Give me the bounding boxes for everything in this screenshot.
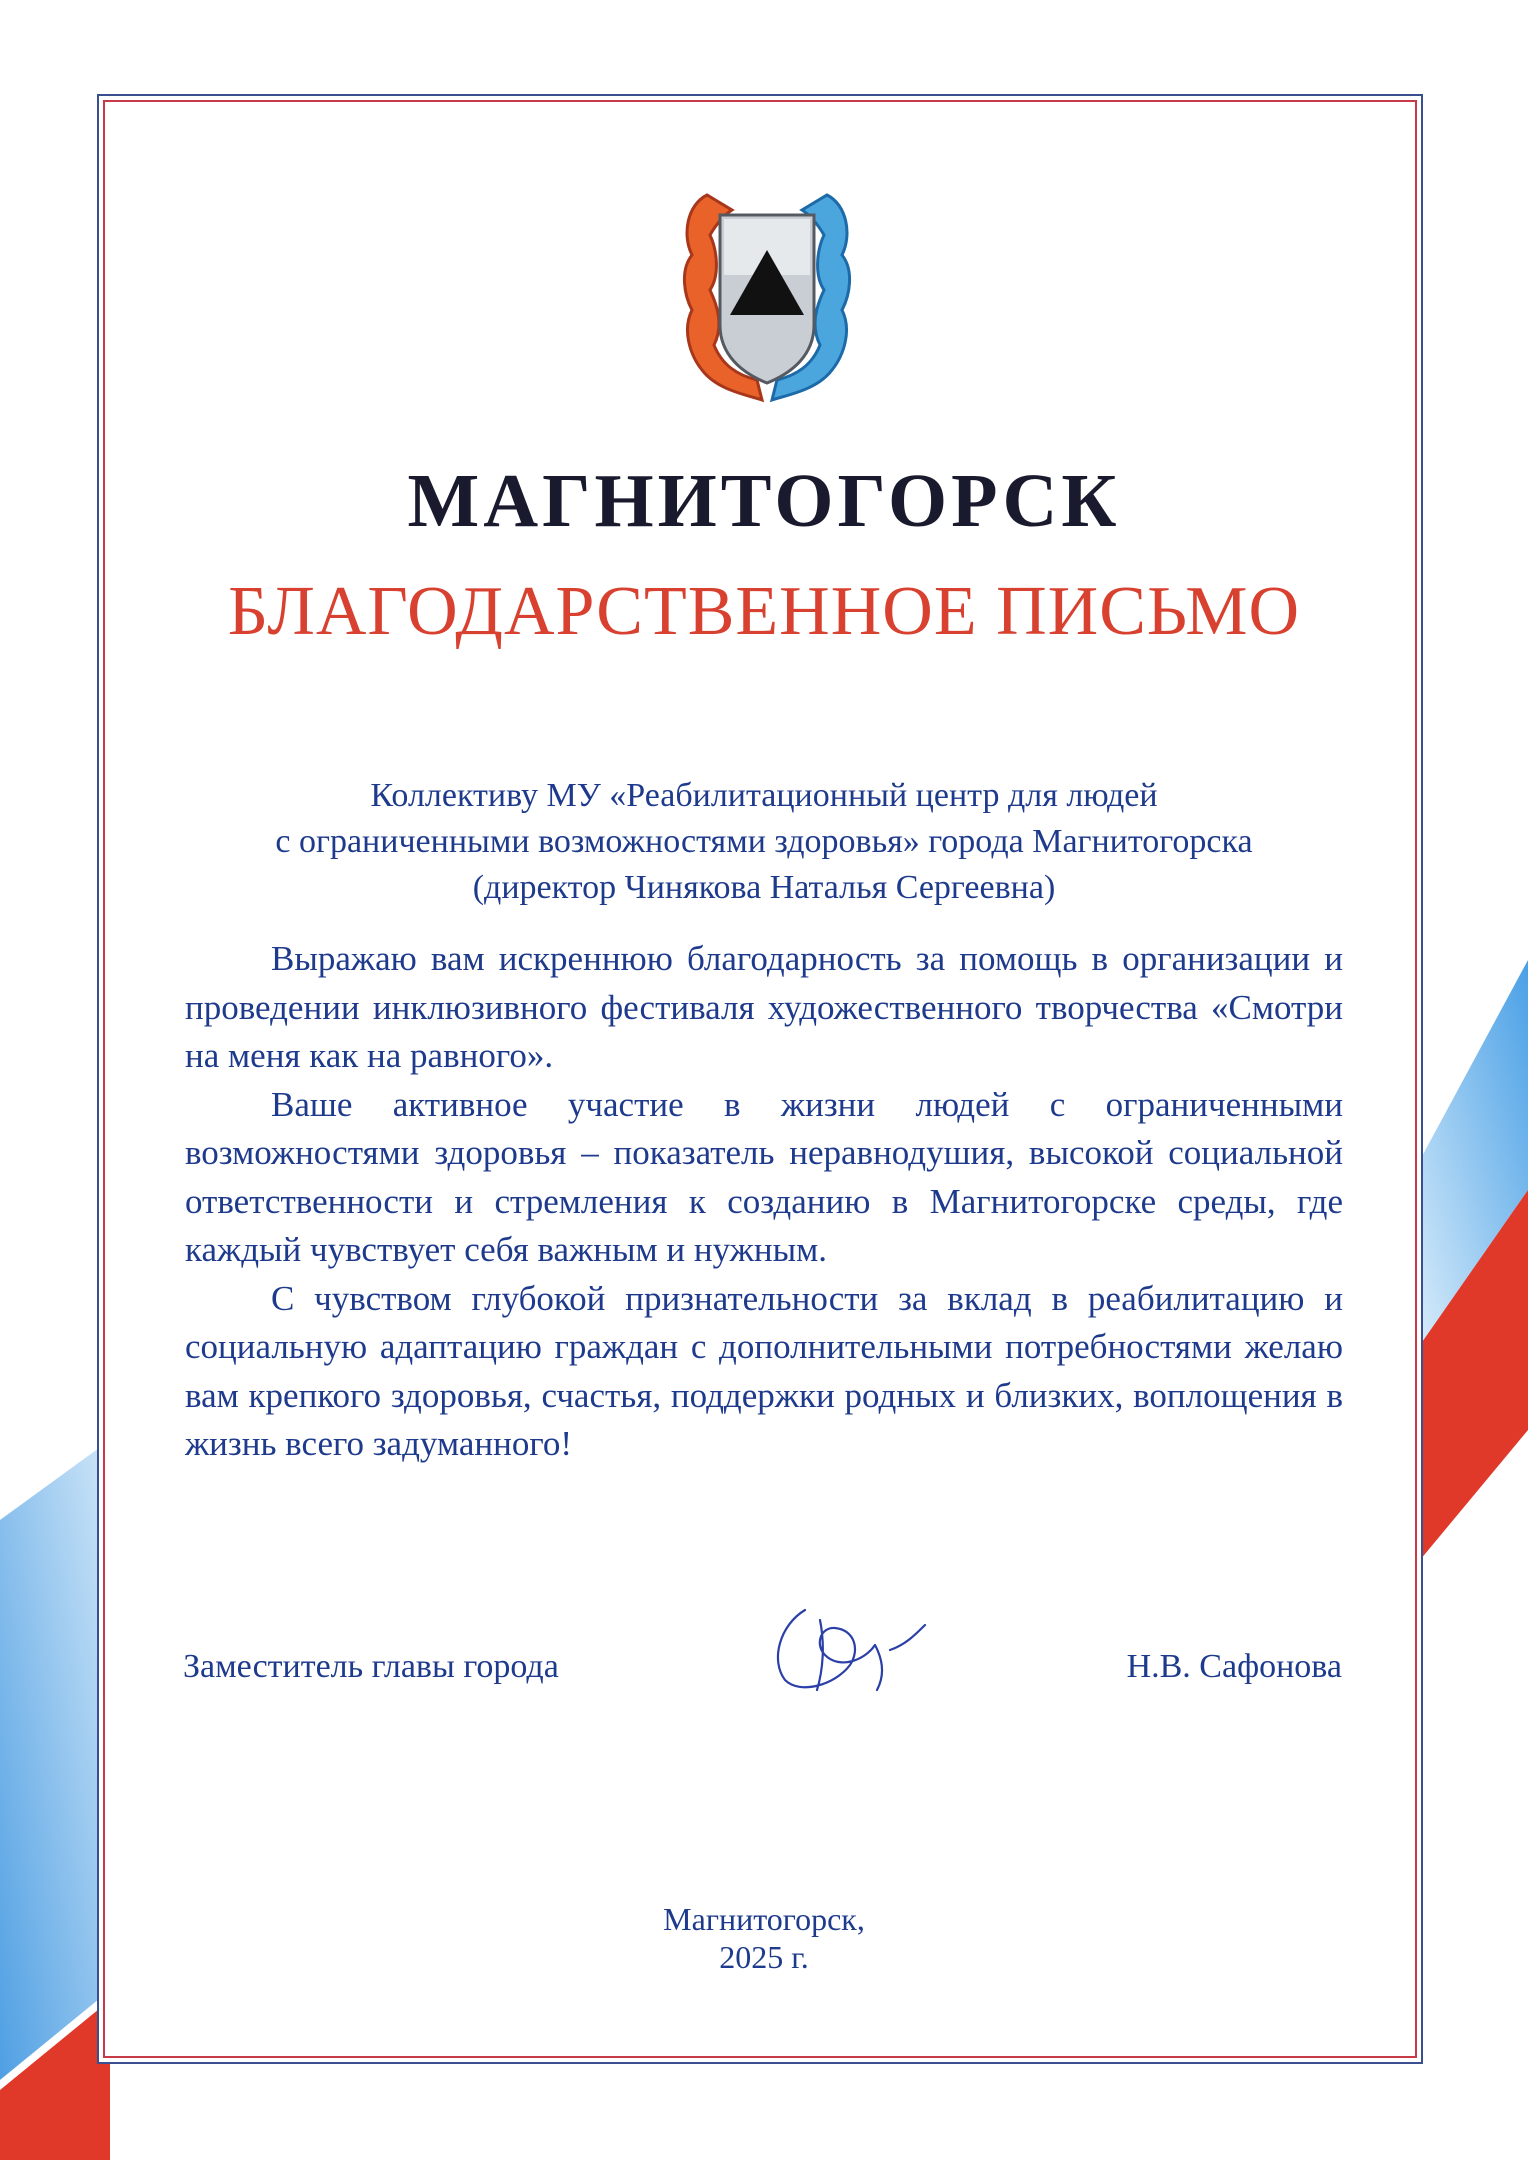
- city-coat-of-arms-icon: [662, 175, 872, 410]
- city-heading: МАГНИТОГОРСК: [407, 459, 1121, 543]
- body-paragraph: Выражаю вам искреннюю благодарность за помощь в организации и проведении инклюзивного фестиваля художественного творчества «Смотри на меня как на равного».: [185, 939, 1343, 1075]
- addressee-line: (директор Чинякова Наталья Сергеевна): [472, 869, 1056, 906]
- addressee-line: Коллективу МУ «Реабилитационный центр для людей: [370, 777, 1158, 814]
- addressee-line: с ограниченными возможностями здоровья» города Магнитогорска: [275, 823, 1253, 860]
- addressee-block: [140, 773, 1388, 911]
- letter-body: [185, 935, 1343, 1469]
- footer-year: 2025 г.: [719, 1939, 809, 1975]
- place-and-date: [0, 1900, 1528, 1976]
- body-paragraph: Ваше активное участие в жизни людей с ограниченными возможностями здоровья – показатель неравнодушия, высокой социальной ответственности и стремления к созданию в Магнитогорске среды, где каждый чувствует себя важным и нужным.: [185, 1084, 1343, 1269]
- handwritten-signature-icon: [765, 1590, 935, 1700]
- footer-city: Магнитогорск,: [663, 1901, 865, 1937]
- signatory-position: Заместитель главы города: [183, 1648, 559, 1685]
- left-blue-stripe: [0, 1440, 110, 2080]
- body-paragraph: С чувством глубокой признательности за вклад в реабилитацию и социальную адаптацию граждан с дополнительными потребностями желаю вам крепкого здоровья, счастья, поддержки родных и близких, воплощения в жизнь всего задуманного!: [185, 1278, 1343, 1463]
- letter-title: БЛАГОДАРСТВЕННОЕ ПИСЬМО: [227, 573, 1301, 650]
- signatory-name: Н.В. Сафонова: [1126, 1648, 1342, 1685]
